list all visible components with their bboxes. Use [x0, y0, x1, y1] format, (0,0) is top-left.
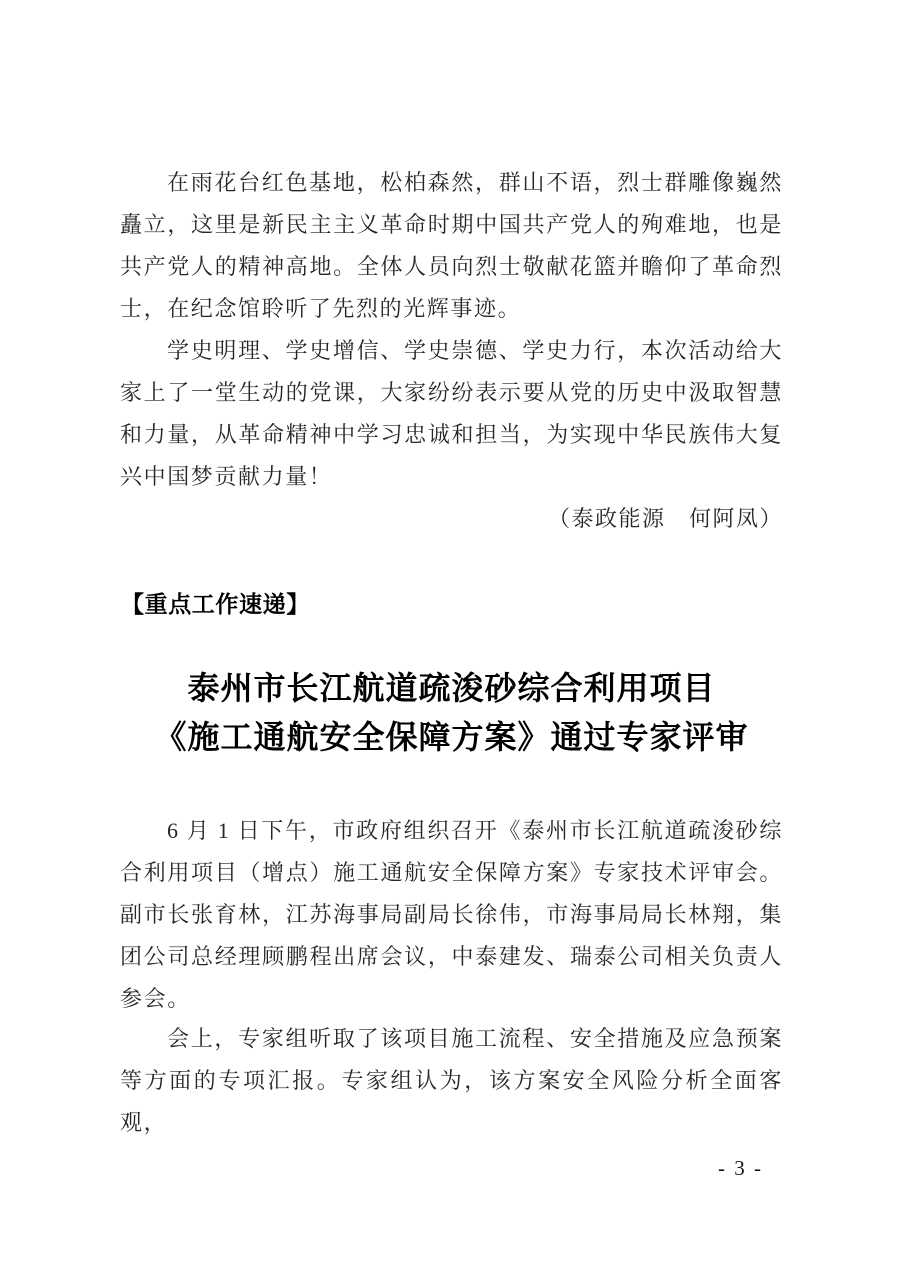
page-number: - 3 - — [718, 1156, 763, 1180]
paragraph-text: 学史明理、学史增信、学史崇德、学史力行，本次活动给大家上了一堂生动的党课，大家纷纷表示要从党的历史中汲取智慧和力量，从革命精神中学习忠诚和担当，为实现中华民族伟大复兴中国梦贡献力量！ — [120, 338, 783, 489]
paragraph-party-lesson — [120, 330, 783, 498]
paragraph-text: 6 月 1 日下午，市政府组织召开《泰州市长江航道疏浚砂综合利用项目（增点）施工通航安全保障方案》专家技术评审会。副市长张育林，江苏海事局副局长徐伟，市海事局局长林翔，集团公司总经理顾鹏程出席会议，中泰建发、瑞泰公司相关负责人参会。 — [120, 818, 783, 1011]
article-title-line-1: 泰州市长江航道疏浚砂综合利用项目 — [187, 670, 716, 706]
section-header-key-work: 【重点工作速递】 — [121, 592, 310, 617]
attribution-line: （泰政能源 何阿凤） — [547, 506, 783, 531]
paragraph-expert-opinion — [120, 1018, 783, 1144]
paragraph-text: 会上，专家组听取了该项目施工流程、安全措施及应急预案等方面的专项汇报。专家组认为，该方案安全风险分析全面客观， — [120, 1026, 783, 1135]
article-title-line-2: 《施工通航安全保障方案》通过专家评审 — [154, 719, 749, 755]
paragraph-text: 在雨花台红色基地，松柏森然，群山不语，烈士群雕像巍然矗立，这里是新民主主义革命时期中国共产党人的殉难地，也是共产党人的精神高地。全体人员向烈士敬献花篮并瞻仰了革命烈士，在纪念馆聆听了先烈的光辉事迹。 — [120, 170, 783, 321]
paragraph-yuhuatai — [120, 162, 783, 330]
article-title — [108, 664, 795, 762]
paragraph-review-meeting — [120, 810, 783, 1020]
